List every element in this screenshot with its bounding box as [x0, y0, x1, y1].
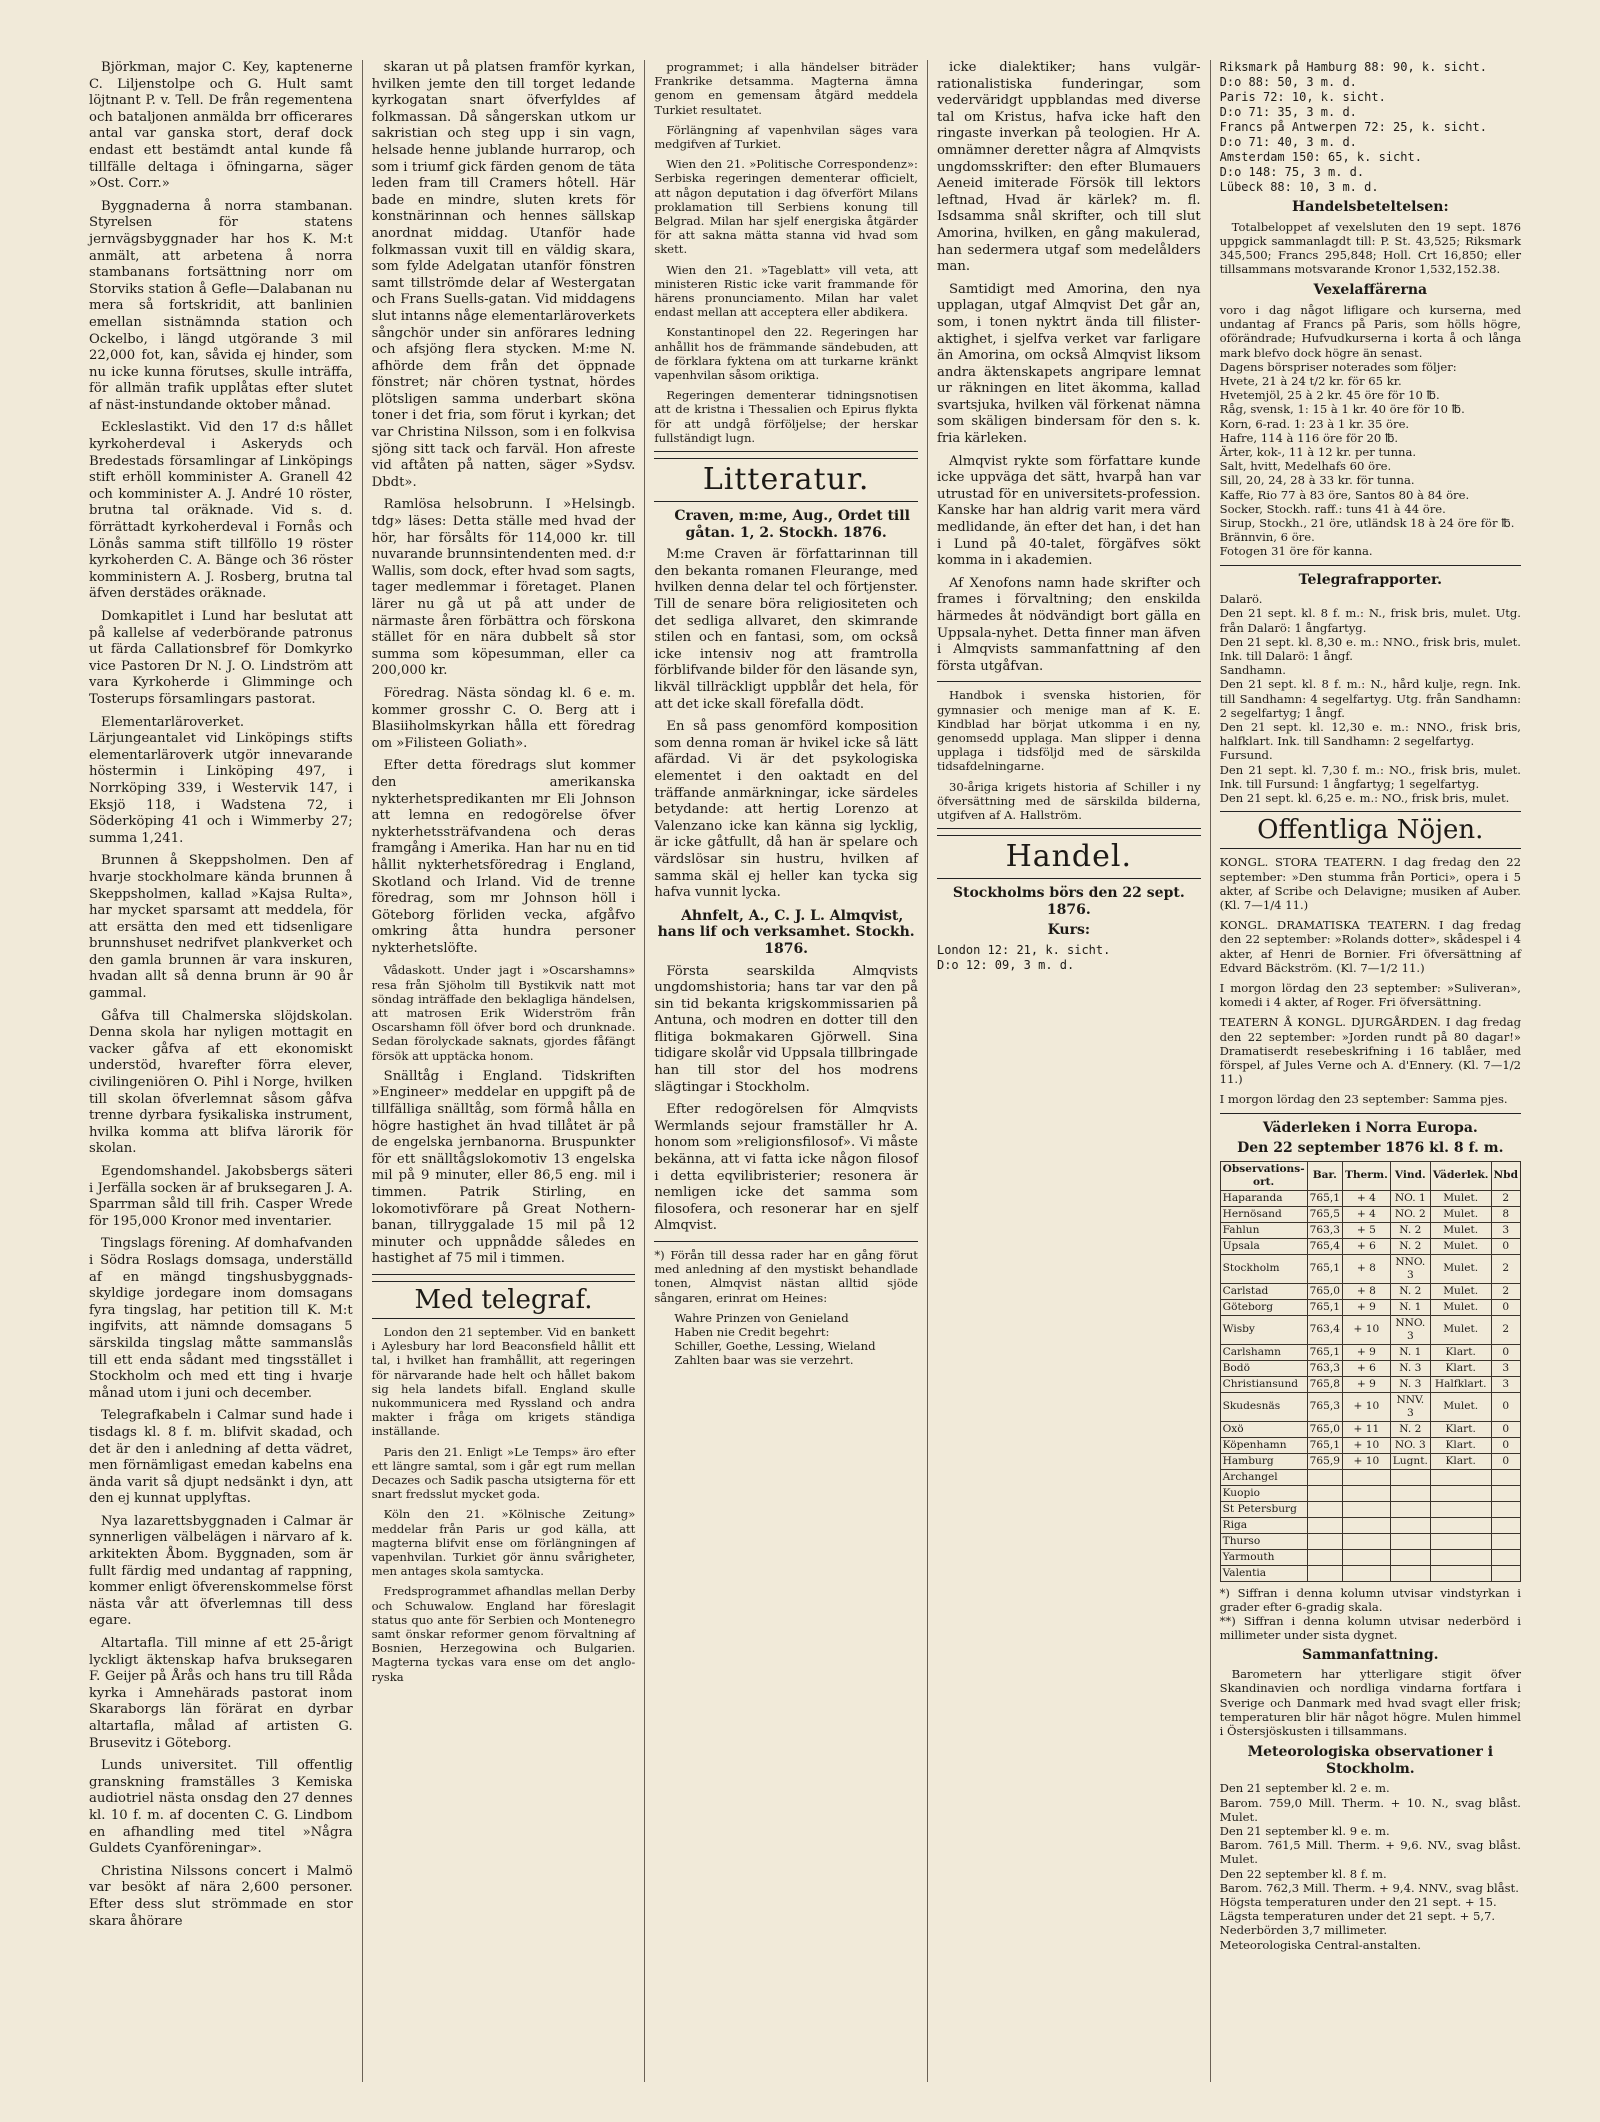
table-cell — [1307, 1485, 1342, 1501]
article-paragraph: Almqvist rykte som författare kunde icke uppväga det sätt, hvarpå han var utrustad för en universitets-profession. Kanske har han aldrig varit mera värd medlidande, än efter det han, i det han i Lund på 40-talet, förgäfves sökt komma in i akademien. — [936, 453, 1201, 569]
station-name: Riga — [1220, 1517, 1307, 1533]
table-cell: NO. 2 — [1390, 1206, 1430, 1222]
table-row — [1220, 1315, 1520, 1344]
table-row — [1220, 1549, 1520, 1565]
section-title-literature: Litteratur. — [654, 458, 918, 502]
table-row — [1220, 1190, 1520, 1206]
station-name: Köpenhamn — [1220, 1437, 1307, 1453]
price-line: Ärter, kok-, 11 à 12 kr. per tunna. — [1219, 445, 1417, 460]
poem-quote — [654, 1311, 918, 1368]
table-cell: Mulet. — [1430, 1283, 1491, 1299]
table-cell — [1342, 1533, 1390, 1549]
article-paragraph: Lunds universitet. Till offentlig granskning framställes 3 Kemiska audiotriel nästa onsdag den 27 dennes kl. 10 f. m. af docenten C. G. Lindbom en afhandling med titel »Några Guldets Cyanföreningar». — [89, 1758, 353, 1857]
table-cell — [1390, 1469, 1430, 1485]
table-cell — [1430, 1485, 1491, 1501]
station-name: Haparanda — [1220, 1190, 1307, 1206]
table-cell — [1390, 1501, 1430, 1517]
telegram-paragraph: London den 21 september. Vid en bankett i Aylesbury har lord Beaconsfield hållit ett tal, i hvilket han framhållit, att regeringen för närvarande hade helt och hållet bakom sig hela landets bifall. England skulle nukommunicera med Ryssland och andra makter i fråga om krigets ständiga inställande. — [371, 1325, 636, 1439]
table-cell — [1390, 1517, 1430, 1533]
table-cell: NO. 1 — [1390, 1190, 1430, 1206]
price-line: Råg, svensk, 1: 15 à 1 kr. 40 öre för 10 ℔. — [1219, 402, 1465, 417]
table-row — [1220, 1254, 1520, 1283]
table-cell: 765,4 — [1307, 1238, 1342, 1254]
section-heading: Sammanfattning. — [1302, 1646, 1439, 1663]
table-cell: Mulet. — [1430, 1190, 1491, 1206]
article-paragraph: icke dialektiker; hans vulgär-rationalistiska funderingar, som vederväridgt uppblandas med diverse tal om Kristus, hafva icke haft den ringaste inverkan på teologien. Hr A. omnämner deretter några af Almqvists ungdomsskrifter: den efter Blumauers Aeneid imiterade Försök till lektors leftnad, Hvad är kärlek? m. fl. Isdsamma snål skrifter, och till slut Amorina, hvilken, en gång makulerad, han sedermera utgaf som medelålders man. — [936, 60, 1201, 275]
commodity-prices — [1220, 303, 1521, 559]
station-name: Fahlun — [1220, 1222, 1307, 1238]
table-cell: 765,1 — [1307, 1190, 1342, 1206]
theatre-listing: I morgon lördag den 23 september: Samma pjes. — [1219, 1092, 1508, 1107]
telegram-paragraph: Fredsprogrammet afhandlas mellan Derby och Schuwalow. England har föreslagit status quo ante för Serbien och Montenegro samt önskar reformer genom förvaltning af Bosnien, Herzegowina och Bulgarien. Magterna tyckas vara ense om det anglo-ryska — [371, 1584, 636, 1684]
article-paragraph: Gåfva till Chalmerska slöjdskolan. Denna skola har nyligen mottagit en vacker gåfva af ett ekonomiskt understöd, hvarefter förra elever, civilingeniören O. Pihl i Norge, hvilken till skolan öfverlemnat såsom gåfva trenne dyrbara fysikaliska instrument, hvilka komma att blifva lärorik för skolan. — [89, 1008, 353, 1157]
report-line: Dalarö. — [1219, 592, 1263, 607]
table-cell: 765,1 — [1307, 1299, 1342, 1315]
exchange-rates — [937, 943, 1201, 973]
table-cell — [1491, 1517, 1521, 1533]
table-cell — [1307, 1533, 1342, 1549]
table-row — [1220, 1392, 1520, 1421]
table-cell: 763,4 — [1307, 1315, 1342, 1344]
section-heading: Telegrafrapporter. — [1298, 571, 1442, 588]
table-row — [1220, 1501, 1520, 1517]
telegram-paragraph: Wien den 21. »Tageblatt» vill veta, att ministeren Ristic icke varit frammande för härens pronunciamento. Milan har valet endast mellan att acceptera eller abdikera. — [654, 262, 918, 320]
article-paragraph: Altartafla. Till minne af ett 25-årigt lyckligt äktenskap hafva bruksegaren F. Geijer på Årås och hans tru till Råda kyrka i Amnehärads pastorat inom Skaraborgs län förärat en dyrbar altartafla, målad af artisten G. Brusevitz i Göteborg. — [89, 1636, 353, 1751]
table-cell: 765,1 — [1307, 1344, 1342, 1360]
table-cell: Mulet. — [1430, 1299, 1491, 1315]
table-cell: Klart. — [1430, 1360, 1491, 1376]
footnote: *) Förån till dessa rader har en gång förut med anledning af den mystiskt behandlade tonen, Almqvist nästan alltid sjöde sångaren, erinrat om Heines: — [654, 1248, 918, 1305]
table-cell: NNO. 3 — [1390, 1315, 1430, 1344]
poem-line: Haben nie Credit begehrt: — [674, 1325, 830, 1340]
exchange-rate-line: D:o 88: 50, 3 m. d. — [1219, 75, 1357, 89]
exchange-rate-line: D:o 148: 75, 3 m. d. — [1219, 165, 1365, 179]
table-cell — [1491, 1501, 1521, 1517]
article-paragraph: Christina Nilssons concert i Malmö var besökt af nära 2,600 personer. Efter dess slut strömmade en stor skara åhörare — [89, 1863, 353, 1929]
article-paragraph: Domkapitlet i Lund har beslutat att på kallelse af vederbörande patronus ut färda Callationsbref för Domkyrko vice Pastoren Dr N. J. O. Lindström att vara Kyrkoherde i Glimminge och Tosterups församlingars pastorat. — [89, 609, 353, 707]
table-row — [1220, 1376, 1520, 1392]
table-cell: + 6 — [1342, 1360, 1390, 1376]
table-cell — [1307, 1469, 1342, 1485]
article-paragraph: Samtidigt med Amorina, den nya upplagan, utgaf Almqvist Det går an, som, i tonen nyktrt ända till filister-aktighet, i sjelfva verket var farligare än Amorina, om också Almqvist liksom andra äktenskapets angripare lemnat ur räkningen en litet äkomma, kallad svartsjuka, hvilken väl förkenat nämna som skäligen bindersam för den s. k. fria kärleken. — [936, 281, 1201, 447]
article-paragraph: Elementarläroverket. Lärjungeantalet vid Linköpings stifts elementarläroverk utgör innevarande höstermin i Linköping 497, i Norrköping 339, i Westervik 147, i Eksjö 118, i Wadstena 72, i Söderköping 41 och i Wimmerby 27; summa 1,241. — [89, 714, 353, 846]
table-header-cell: Väderlek. — [1430, 1161, 1491, 1190]
price-line: Hvetemjöl, 25 à 2 kr. 45 öre för 10 ℔. — [1219, 388, 1440, 403]
article-paragraph: Totalbeloppet af vexelsluten den 19 sept. 1876 uppgick sammanlagdt till: P. St. 43,525; Riksmark 345,500; Francs 295,848; Holl. Crt 16,850; eller tillsammans motsvarande Kronor 1,532,152.38. — [1219, 219, 1521, 277]
review-heading: Ahnfelt, A., C. J. L. Almqvist, hans lif och verksamhet. Stockh. 1876. — [657, 907, 915, 957]
table-cell: 8 — [1491, 1206, 1521, 1222]
telegram-paragraph: Köln den 21. »Kölnische Zeitung» meddelar från Paris ur god källa, att magterna blifvit ense om förlängningen af vapenhvilan. Turkiet gör ännu svårigheter, men antages skola samtycka. — [371, 1507, 636, 1579]
table-cell — [1390, 1549, 1430, 1565]
table-cell: 765,1 — [1307, 1437, 1342, 1453]
meteorological-observations — [1220, 1781, 1521, 1951]
table-cell: NO. 3 — [1390, 1437, 1430, 1453]
exchange-rate-line: Amsterdam 150: 65, k. sicht. — [1219, 150, 1422, 164]
table-cell: 765,5 — [1307, 1206, 1342, 1222]
observation-line: Meteorologiska Central-anstalten. — [1219, 1937, 1421, 1952]
table-cell — [1307, 1549, 1342, 1565]
report-line: Den 21 sept. kl. 8 f. m.: N., hård kulje, regn. Ink. till Sandhamn: 4 segelfartyg. Utg. från Sandhamn: 2 segelfartyg; 1 ångf. — [1219, 677, 1521, 720]
table-cell — [1430, 1517, 1491, 1533]
column-4 — [928, 60, 1211, 2082]
weather-table — [1220, 1161, 1521, 1582]
table-cell: 0 — [1491, 1437, 1521, 1453]
table-cell: Halfklart. — [1430, 1376, 1491, 1392]
table-cell: 3 — [1491, 1222, 1521, 1238]
theatre-listing: KONGL. STORA TEATERN. I dag fredag den 22 september: »Den stumma från Portici», opera i 5 akter, af Scribe och Delavigne; musiken af Auber. (Kl. 7—1/4 11.) — [1219, 855, 1521, 912]
price-line: Hvete, 21 à 24 t/2 kr. för 65 kr. — [1219, 374, 1402, 389]
section-heading: Vexelaffärerna — [1313, 282, 1428, 299]
table-cell: 0 — [1491, 1421, 1521, 1437]
table-cell — [1491, 1469, 1521, 1485]
article-paragraph: Snälltåg i England. Tidskriften »Engineer» meddelar en uppgift på de tillfälliga snälltåg, som förmå hålla en högre hastighet än hvad tillåtet är på de engelska jernbanorna. Bruspunkter för ett snälltågslokomotiv 13 engelska mil på 9 minuter, eller 86,5 eng. mil i timmen. Patrik Stirling, en lokomotivförare på Great Nothern-banan, tillryggalade 15 mil på 12 minuter och uppnådde således en hastighet af 75 mil i timmen. — [371, 1068, 636, 1267]
table-cell: N. 2 — [1390, 1222, 1430, 1238]
table-cell: 765,9 — [1307, 1453, 1342, 1469]
divider — [654, 1241, 918, 1242]
article-paragraph: skaran ut på platsen framför kyrkan, hvilken jemte den till torget ledande kyrkogatan snart öfverfyldes af folkmassan. Då sångerskan utkom ur sakristian och steg upp i sin vagn, helsade henne jublande hurrarop, och som i triumf gick färden genom de täta leden fram till Cramers hôtell. Här bade en mindre, sluten krets för konstnärinnan och hennes sällskap anordnat middag. Utanför hade folkmassan vuxit till en väldig skara, som fylde Adelgatan utanför fönstren samt tillströmde delar af Westergatan och Frans Suells-gatan. Vid middagens slut intanns någe elementarläroverkets sångchör under sin anförares ledning och afsjöng flera stycken. M:me N. afhörde dem från det öppnade fönstret; när chören tystnat, hördes plötsligen samma underbart sköna toner i det fria, som förut i kyrkan; det var Christina Nilsson, som i en folkvisa sjöng sitt tack och farväl. Hon afreste vid aftåten på natten, säger »Sydsv. Dbdt». — [371, 60, 636, 490]
table-cell: + 9 — [1342, 1344, 1390, 1360]
table-cell — [1430, 1549, 1491, 1565]
table-cell: + 10 — [1342, 1437, 1390, 1453]
table-cell: 0 — [1491, 1238, 1521, 1254]
table-cell — [1491, 1549, 1521, 1565]
table-cell: 2 — [1491, 1190, 1521, 1206]
article-paragraph: Nya lazarettsbyggnaden i Calmar är synnerligen välbelägen i närvaro af k. arkitekten Åbom. Byggnaden, som är fullt färdig med undantag af rappning, kommer enligt öfverenskommelse först nästa vår att öfverlemnas till dess egare. — [89, 1513, 353, 1629]
table-row — [1220, 1437, 1520, 1453]
table-cell: 765,0 — [1307, 1283, 1342, 1299]
table-cell — [1491, 1565, 1521, 1581]
article-paragraph: M:me Craven är författarinnan till den bekanta romanen Fleurange, med hvilken denna delar tel och förtjenster. Till de senare böra religiositeten och det sedliga allvaret, den skimrande stilen och en fantasi, som, om också icke intensiv nog att framtrolla förblifvande bilder för den läsande syn, likväl tillräckligt uppblår det hela, för att det icke skall förefalla dödt. — [654, 547, 918, 712]
table-cell: N. 1 — [1390, 1299, 1430, 1315]
column-5 — [1211, 60, 1530, 2082]
notice-paragraph: Handbok i svenska historien, för gymnasier och menige man af K. E. Kindblad har börjat utkomma i en ny, genomsedd upplaga. Man slipper i denna upplaga i tidsföljd med de särskilda tidsafdelningarne. — [936, 688, 1201, 774]
telegram-paragraph: Regeringen dementerar tidningsnotisen att de kristna i Thessalien och Epirus flykta för att undgå förföljelse; der herskar fullständigt lugn. — [654, 388, 918, 445]
weather-title: Väderleken i Norra Europa. — [1262, 1119, 1478, 1136]
exchange-heading: Stockholms börs den 22 sept. 1876. — [952, 885, 1185, 918]
table-cell: N. 2 — [1390, 1283, 1430, 1299]
article-paragraph: Telegrafkabeln i Calmar sund hade i tisdags kl. 8 f. m. blifvit skadad, och det är den i anledning af detta vädret, men förnämligast emedan kabelns ena ända varit så djupt nedsänkt i dyn, att den ej kunnat upplyftas. — [89, 1408, 353, 1507]
table-header-cell: Therm. — [1342, 1161, 1390, 1190]
weather-notes — [1220, 1586, 1521, 1643]
table-cell — [1342, 1565, 1390, 1581]
table-cell: N. 2 — [1390, 1238, 1430, 1254]
price-line: Sill, 20, 24, 28 à 33 kr. för tunna. — [1219, 473, 1415, 488]
table-cell: + 8 — [1342, 1254, 1390, 1283]
table-cell — [1390, 1485, 1430, 1501]
table-cell — [1430, 1469, 1491, 1485]
table-cell: Klart. — [1430, 1421, 1491, 1437]
table-row — [1220, 1360, 1520, 1376]
table-cell: + 9 — [1342, 1299, 1390, 1315]
exchange-rate-line: Francs på Antwerpen 72: 25, k. sicht. — [1219, 120, 1487, 134]
column-2 — [363, 60, 646, 2082]
report-line: Sandhamn. — [1219, 663, 1286, 678]
telegram-paragraph: Wien den 21. »Politische Correspondenz»: Serbiska regeringen dementerar officielt, att någon deputation i dag öfverfört Milans proklamation till Serbiens konung till Belgrad. Milan har sjelf energiska åtgärder för att sakna mätta stanna vid hvad som skett. — [654, 157, 918, 257]
station-name: Carlstad — [1220, 1283, 1307, 1299]
exchange-subheading: Kurs: — [1047, 922, 1091, 939]
exchange-rates — [1220, 60, 1521, 195]
table-header-cell: Vind. — [1390, 1161, 1430, 1190]
table-cell: Klart. — [1430, 1344, 1491, 1360]
table-cell: + 10 — [1342, 1453, 1390, 1469]
station-name: Bodö — [1220, 1360, 1307, 1376]
divider — [372, 1274, 636, 1275]
report-line: Den 21 sept. kl. 8,30 e. m.: NNO., frisk bris, mulet. Ink. till Dalarö: 1 ångf. — [1219, 634, 1521, 664]
theatre-listing: KONGL. DRAMATISKA TEATERN. I dag fredag den 22 september: »Rolands dotter», skådespel i 4 akter, af Henri de Bornier. Fri öfversättning af Edvard Bäckström. (Kl. 7—1/2 11.) — [1219, 918, 1521, 975]
table-cell: + 8 — [1342, 1283, 1390, 1299]
table-cell — [1307, 1517, 1342, 1533]
station-name: Wisby — [1220, 1315, 1307, 1344]
table-cell: Mulet. — [1430, 1238, 1491, 1254]
table-cell — [1342, 1485, 1390, 1501]
table-row — [1220, 1453, 1520, 1469]
telegraph-reports — [1220, 592, 1521, 805]
table-cell: N. 3 — [1390, 1376, 1430, 1392]
table-row — [1220, 1533, 1520, 1549]
poem-line: Zahlten baar was sie verzehrt. — [674, 1353, 854, 1368]
table-header-cell: Observations-ort. — [1220, 1161, 1307, 1190]
article-paragraph: Brunnen å Skeppsholmen. Den af hvarje stockholmare kända brunnen å Skeppsholmen, kallad »Kajsa Rulta», har mycket sparsamt att meddela, för att ersätta den med ett tidsenligare brunnshuset nedrifvet plankverket och den gamla brunnen är vara inskuren, hvadan allt så denna brunn är 90 år gammal. — [89, 853, 353, 1002]
table-row — [1220, 1283, 1520, 1299]
exchange-rate-line: Lübeck 88: 10, 3 m. d. — [1219, 180, 1379, 194]
telegram-paragraph: Konstantinopel den 22. Regeringen har anhållit hos de främmande sändebuden, att de förklara fyktena om att turkarne kränkt vapenhvilan såsom oriktiga. — [654, 325, 918, 383]
article-paragraph: Björkman, major C. Key, kaptenerne C. Liljenstolpe och G. Hult samt löjtnant P. v. Tell. De från regementena och bataljonen anmälda brr officerares antal var ganska stort, deraf dock endast ett bestämdt antal kunde få tillfälle deltaga i öfningarna, säger »Ost. Corr.» — [89, 60, 353, 192]
table-cell: 3 — [1491, 1376, 1521, 1392]
observation-line: Den 21 september kl. 2 e. m. — [1219, 1781, 1390, 1796]
table-cell — [1430, 1533, 1491, 1549]
article-paragraph: Tingslags förening. Af domhafvanden i Södra Roslags domsaga, underställd af en mängd tingshusbyggnads-skyldige jordegare inom domsagans fyra tingslag, har petition till K. M:t ingifvits, att nämnde domsagans 5 särskilda tingslag måtte sammanslås till ett enda sådant med tingsstället i Stockholm och med ett ting i hvarje månad utom i juni och december. — [89, 1236, 353, 1401]
observation-line: Nederbörden 3,7 millimeter. — [1219, 1923, 1388, 1938]
observation-line: Den 21 september kl. 9 e. m. — [1219, 1823, 1390, 1838]
price-line: Socker, Stockh. raff.: tuns 41 à 44 öre. — [1219, 501, 1446, 516]
station-name: Kuopio — [1220, 1485, 1307, 1501]
table-cell: + 4 — [1342, 1190, 1390, 1206]
table-row — [1220, 1238, 1520, 1254]
table-cell: 2 — [1491, 1254, 1521, 1283]
telegram-paragraph: Paris den 21. Enligt »Le Temps» äro efter ett längre samtal, som i går egt rum mellan Decazes och Sadik pascha utsigterna för ett snart fredsslut mycket goda. — [371, 1444, 636, 1502]
table-cell: Mulet. — [1430, 1222, 1491, 1238]
exchange-rate-line: D:o 12: 09, 3 m. d. — [936, 957, 1075, 972]
report-line: Fursund. — [1219, 748, 1273, 763]
divider — [1220, 565, 1521, 566]
table-header-cell: Bar. — [1307, 1161, 1342, 1190]
divider — [937, 681, 1201, 682]
price-line: Sirup, Stockh., 21 öre, utländsk 18 à 24 öre för ℔. — [1219, 516, 1515, 531]
section-title-telegraph: Med telegraf. — [372, 1281, 636, 1319]
article-paragraph: Byggnaderna å norra stambanan. Styrelsen för statens jernvägsbyggnader har hos K. M:t anmält, att arbetena å norra stambanans fortsättning norr om Storviks station å Gefle—Dalabanan nu mera så fortskridit, att banlinien emellan sistnämnda station och Ockelbo, i längd utgörande 3 mil 22,000 fot, kan, såvida ej hinder, som nu icke kunna förutses, skulle inträffa, för allmän trafik upplåtas efter slutet af näst-instundande oktober månad. — [89, 198, 353, 413]
price-line: Korn, 6-rad. 1: 23 à 1 kr. 35 öre. — [1219, 416, 1410, 431]
article-paragraph: Föredrag. Nästa söndag kl. 6 e. m. kommer grosshr C. O. Berg att i Blasiiholmskyrkan hålla ett föredrag om »Filisteen Goliath». — [371, 685, 636, 751]
price-line: Brännvin, 6 öre. — [1219, 530, 1315, 545]
telegram-paragraph: Förlängning af vapenhvilan säges vara medgifven af Turkiet. — [654, 122, 918, 152]
table-header-cell: Nbd — [1491, 1161, 1521, 1190]
table-cell: Klart. — [1430, 1453, 1491, 1469]
table-cell: 765,0 — [1307, 1421, 1342, 1437]
table-cell: Mulet. — [1430, 1254, 1491, 1283]
table-cell: 0 — [1491, 1299, 1521, 1315]
table-cell: 765,3 — [1307, 1392, 1342, 1421]
table-cell: 2 — [1491, 1315, 1521, 1344]
article-paragraph: Af Xenofons namn hade skrifter och frames i förvaltning; den enskilda härmedes åt nödvändigt bort gälla en Uppsala-nyhet. Detta finner man äfven i Almqvists sammanfattning af den första utgåfvan. — [936, 575, 1201, 674]
table-cell — [1342, 1469, 1390, 1485]
station-name: St Petersburg — [1220, 1501, 1307, 1517]
table-cell: Mulet. — [1430, 1315, 1491, 1344]
table-cell — [1342, 1517, 1390, 1533]
table-cell — [1342, 1549, 1390, 1565]
table-cell: + 11 — [1342, 1421, 1390, 1437]
divider — [654, 451, 918, 452]
table-cell: NNO. 3 — [1390, 1254, 1430, 1283]
table-cell — [1390, 1565, 1430, 1581]
observation-line: Barom. 762,3 Mill. Therm. + 9,4. NNV., svag blåst. — [1219, 1880, 1519, 1895]
theatre-listing: TEATERN Å KONGL. DJURGÅRDEN. I dag fredag den 22 september: »Jorden rundt på 80 dagar!» Dramatiserdt resebeskrifning i 16 tablåer, med förspel, af Jules Verne och A. d'Ennery. (Kl. 7—1/2 11.) — [1219, 1015, 1521, 1087]
article-paragraph: Efter redogörelsen för Almqvists Wermlands sejour framställer hr A. honom som »religionsfilosof». Vi måste bekänna, att vi fatta icke någon filosof i detta eqvilibristerier; resonera är nemligen icke det samma som filosofera, och resonerar har en sjelf Almqvist. — [654, 1102, 918, 1234]
table-cell: 763,3 — [1307, 1360, 1342, 1376]
table-cell: N. 2 — [1390, 1421, 1430, 1437]
observation-line: Den 22 september kl. 8 f. m. — [1219, 1866, 1387, 1881]
price-line: Dagens börspriser noterades som följer: — [1219, 359, 1457, 374]
table-cell: + 10 — [1342, 1315, 1390, 1344]
table-header-row — [1220, 1161, 1520, 1190]
table-cell: 3 — [1491, 1360, 1521, 1376]
station-name: Hamburg — [1220, 1453, 1307, 1469]
article-paragraph: Barometern har ytterligare stigit öfver Skandinavien och nordliga vindarna fortfara i Sverige och Danmark med hvad svagt eller frisk; temperaturen blir här något högre. Mulen himmel i Östersjöskusten i tillsammans. — [1219, 1667, 1521, 1738]
table-row — [1220, 1565, 1520, 1581]
station-name: Yarmouth — [1220, 1549, 1307, 1565]
article-paragraph: Första searskilda Almqvists ungdomshistoria; hans tar var den på sin tid bekanta krigskommissarien på Antuna, och modren en dotter till den flitiga bokmakaren Gjörwell. Sina tidigare skolår vid Uppsala tillbringade han till stor del hos modrens slägtingar i Stockholm. — [654, 963, 918, 1095]
exchange-rate-line: Paris 72: 10, k. sicht. — [1219, 90, 1386, 104]
station-name: Valentia — [1220, 1565, 1307, 1581]
table-cell: 763,3 — [1307, 1222, 1342, 1238]
table-cell: N. 3 — [1390, 1360, 1430, 1376]
table-cell: + 5 — [1342, 1222, 1390, 1238]
section-title-entertainment: Offentliga Nöjen. — [1220, 811, 1521, 849]
poem-line: Schiller, Goethe, Lessing, Wieland — [674, 1339, 876, 1354]
table-cell: + 10 — [1342, 1392, 1390, 1421]
price-line: Kaffe, Rio 77 à 83 öre, Santos 80 à 84 öre. — [1219, 487, 1470, 502]
table-cell: 0 — [1491, 1453, 1521, 1469]
table-cell — [1390, 1533, 1430, 1549]
table-cell: 765,8 — [1307, 1376, 1342, 1392]
weather-note: **) Siffran i denna kolumn utvisar nederbörd i millimeter under sista dygnet. — [1219, 1614, 1521, 1643]
table-row — [1220, 1206, 1520, 1222]
weather-table-body — [1220, 1190, 1520, 1581]
theatre-listings — [1220, 855, 1521, 1106]
weather-subtitle: Den 22 september 1876 kl. 8 f. m. — [1237, 1140, 1504, 1157]
table-cell — [1430, 1501, 1491, 1517]
price-line: Fotogen 31 öre för kanna. — [1219, 544, 1373, 559]
footnotes — [654, 1248, 918, 1305]
poem-line: Wahre Prinzen von Genieland — [674, 1310, 849, 1325]
station-name: Hernösand — [1220, 1206, 1307, 1222]
article-paragraph: Efter detta föredrags slut kommer den amerikanska nykterhetspredikanten mr Eli Johnson att lemna en redogörelse öfver nykterhetssträfvandena och deras framgång i Amerika. Han har nu en tid hållit nykterhetsföredrag i England, Skotland och Irland. Vid de trenne föredrag, som mr Johnson höll i Göteborg förliden vecka, afgåfvo omkring åtta hundra personer nykterhetslöfte. — [371, 758, 636, 956]
table-row — [1220, 1469, 1520, 1485]
article-paragraph: Egendomshandel. Jakobsbergs säteri i Jerfälla socken är af bruksegaren J. A. Sparrman såld till frih. Casper Wrede för 195,000 Kronor med inventarier. — [89, 1164, 353, 1229]
observation-line: Barom. 761,5 Mill. Therm. + 9,6. NV., svag blåst. Mulet. — [1219, 1838, 1521, 1867]
report-line: Den 21 sept. kl. 7,30 f. m.: NO., frisk bris, mulet. Ink. till Fursund: 1 ångfartyg; 1 segelfartyg. — [1219, 762, 1521, 791]
station-name: Göteborg — [1220, 1299, 1307, 1315]
station-name: Stockholm — [1220, 1254, 1307, 1283]
table-cell: + 4 — [1342, 1206, 1390, 1222]
divider — [1220, 1113, 1521, 1114]
station-name: Upsala — [1220, 1238, 1307, 1254]
exchange-rate-line: Riksmark på Hamburg 88: 90, k. sicht. — [1219, 60, 1487, 74]
article-paragraph: Vådaskott. Under jagt i »Oscarshamns» resa från Sjöholm till Bystikvik natt mot söndag inträffade den beklagliga händelsen, att matrosen Erik Widerström från Oscarshamn föll öfver bord och drunknade. Sedan förolyckade saknats, gjordes fåfängt försök att upptäcka honom. — [371, 963, 636, 1063]
table-cell — [1307, 1565, 1342, 1581]
column-1 — [80, 60, 363, 2082]
notice-paragraph: 30-åriga krigets historia af Schiller i ny öfversättning med de särskilda bilderna, utgifven af A. Hallström. — [936, 779, 1201, 822]
section-heading: Meteorologiska observationer i Stockholm. — [1247, 1744, 1494, 1777]
station-name: Carlshamn — [1220, 1344, 1307, 1360]
table-cell: Lugnt. — [1390, 1453, 1430, 1469]
table-cell: Klart. — [1430, 1437, 1491, 1453]
table-cell: N. 1 — [1390, 1344, 1430, 1360]
table-cell: + 9 — [1342, 1376, 1390, 1392]
price-line: Salt, hvitt, Medelhafs 60 öre. — [1219, 459, 1392, 474]
exchange-rate-line: London 12: 21, k. sicht. — [936, 942, 1111, 957]
table-row — [1220, 1222, 1520, 1238]
price-line: Hafre, 114 à 116 öre för 20 ℔. — [1219, 430, 1399, 445]
table-row — [1220, 1421, 1520, 1437]
section-title-trade: Handel. — [937, 835, 1201, 879]
report-line: Den 21 sept. kl. 12,30 e. m.: NNO., frisk bris, halfklart. Ink. till Sandhamn: 2 segelfartyg. — [1219, 720, 1521, 749]
observation-line: Lägsta temperaturen under det 21 sept. + 5,7. — [1219, 1909, 1496, 1924]
review-heading: Craven, m:me, Aug., Ordet till gåtan. 1, 2. Stockh. 1876. — [674, 508, 910, 541]
telegram-paragraph: programmet; i alla händelser biträder Frankrike detsamma. Magterna ämna genom en gemensam åtgärd meddela Turkiet resultatet. — [654, 60, 918, 117]
divider — [937, 828, 1201, 829]
station-name: Oxö — [1220, 1421, 1307, 1437]
article-paragraph: Ramlösa helsobrunn. I »Helsingb. tdg» läses: Detta ställe med hvad der hör, har försålts för 114,000 kr. till nuvarande brunnsintendenten med. d:r Wallis, som dock, efter hvad som sagts, tager medlemmar i företaget. Planen lärer nu gå ut på att under de närmaste åren förbättra och förskona stället för en nära dubbelt så stor summa som köpesumman, eller ca 200,000 kr. — [371, 497, 636, 679]
station-name: Skudesnäs — [1220, 1392, 1307, 1421]
table-cell — [1307, 1501, 1342, 1517]
table-row — [1220, 1485, 1520, 1501]
station-name: Thurso — [1220, 1533, 1307, 1549]
theatre-listing: I morgon lördag den 23 september: »Suliveran», komedi i 4 akter, af Roger. Fri öfversättning. — [1219, 980, 1521, 1010]
table-row — [1220, 1299, 1520, 1315]
observation-line: Högsta temperaturen under den 21 sept. + 15. — [1219, 1894, 1497, 1909]
exchange-rate-line: D:o 71: 40, 3 m. d. — [1219, 135, 1357, 149]
table-cell — [1491, 1485, 1521, 1501]
table-cell: Mulet. — [1430, 1392, 1491, 1421]
article-paragraph: Eckleslastikt. Vid den 17 d:s hållet kyrkoherdeval i Askeryds och Bredestads församlingar af Linköpings stift erhöll komminister A. Granell 42 och komminister A. J. André 10 röster, brutna tal oräknade. Vid s. d. förrättadt kyrkoherdeval i Fornås och Lönås samma stift tillföllo 19 röster kyrkoherden C. A. Bänge och 36 röster komministern A. J. Rosberg, brutna tal äfven derstädes oräknade. — [89, 420, 353, 602]
weather-note: *) Siffran i denna kolumn utvisar vindstyrkan i grader efter 6-gradig skala. — [1219, 1585, 1521, 1614]
report-line: Den 21 sept. kl. 6,25 e. m.: NO., frisk bris, mulet. — [1219, 791, 1510, 806]
report-line: Den 21 sept. kl. 8 f. m.: N., frisk bris, mulet. Utg. från Dalarö: 1 ångfartyg. — [1219, 606, 1521, 635]
table-cell: 0 — [1491, 1344, 1521, 1360]
table-row — [1220, 1344, 1520, 1360]
exchange-rate-line: D:o 71: 35, 3 m. d. — [1219, 105, 1357, 119]
table-row — [1220, 1517, 1520, 1533]
table-cell — [1430, 1565, 1491, 1581]
article-paragraph: En så pass genomförd komposition som denna roman är hvikel icke så lätt afärdad. Vi är det psykologiska elementet i den oaktadt en del träffande anmärkningar, icke särdeles betydande: att hertig Lorenzo at Valenzano icke kan känna sig lycklig, är icke gåtfullt, då han är spelare och värdslösar sin hustru, hvilken af samma skäl ej heller kan tycka sig hafva vunnit lycka. — [654, 719, 918, 901]
station-name: Archangel — [1220, 1469, 1307, 1485]
table-cell: 765,1 — [1307, 1254, 1342, 1283]
column-3 — [645, 60, 928, 2082]
columns — [80, 60, 1530, 2082]
table-cell: 0 — [1491, 1392, 1521, 1421]
table-cell: + 6 — [1342, 1238, 1390, 1254]
table-cell — [1491, 1533, 1521, 1549]
observation-line: Barom. 759,0 Mill. Therm. + 10. N., svag blåst. Mulet. — [1219, 1795, 1521, 1824]
table-cell — [1342, 1501, 1390, 1517]
table-cell: NNV. 3 — [1390, 1392, 1430, 1421]
price-line: voro i dag något lifligare och kurserna, med undantag af Francs på Paris, som hölls högre, oförändrade; Hufvudkurserna i korta å och långa mark blefvo dock högre än senast. — [1219, 303, 1521, 360]
section-heading: Handelsbeteltelsen: — [1292, 199, 1449, 215]
table-cell: Mulet. — [1430, 1206, 1491, 1222]
table-cell: 2 — [1491, 1283, 1521, 1299]
station-name: Christiansund — [1220, 1376, 1307, 1392]
